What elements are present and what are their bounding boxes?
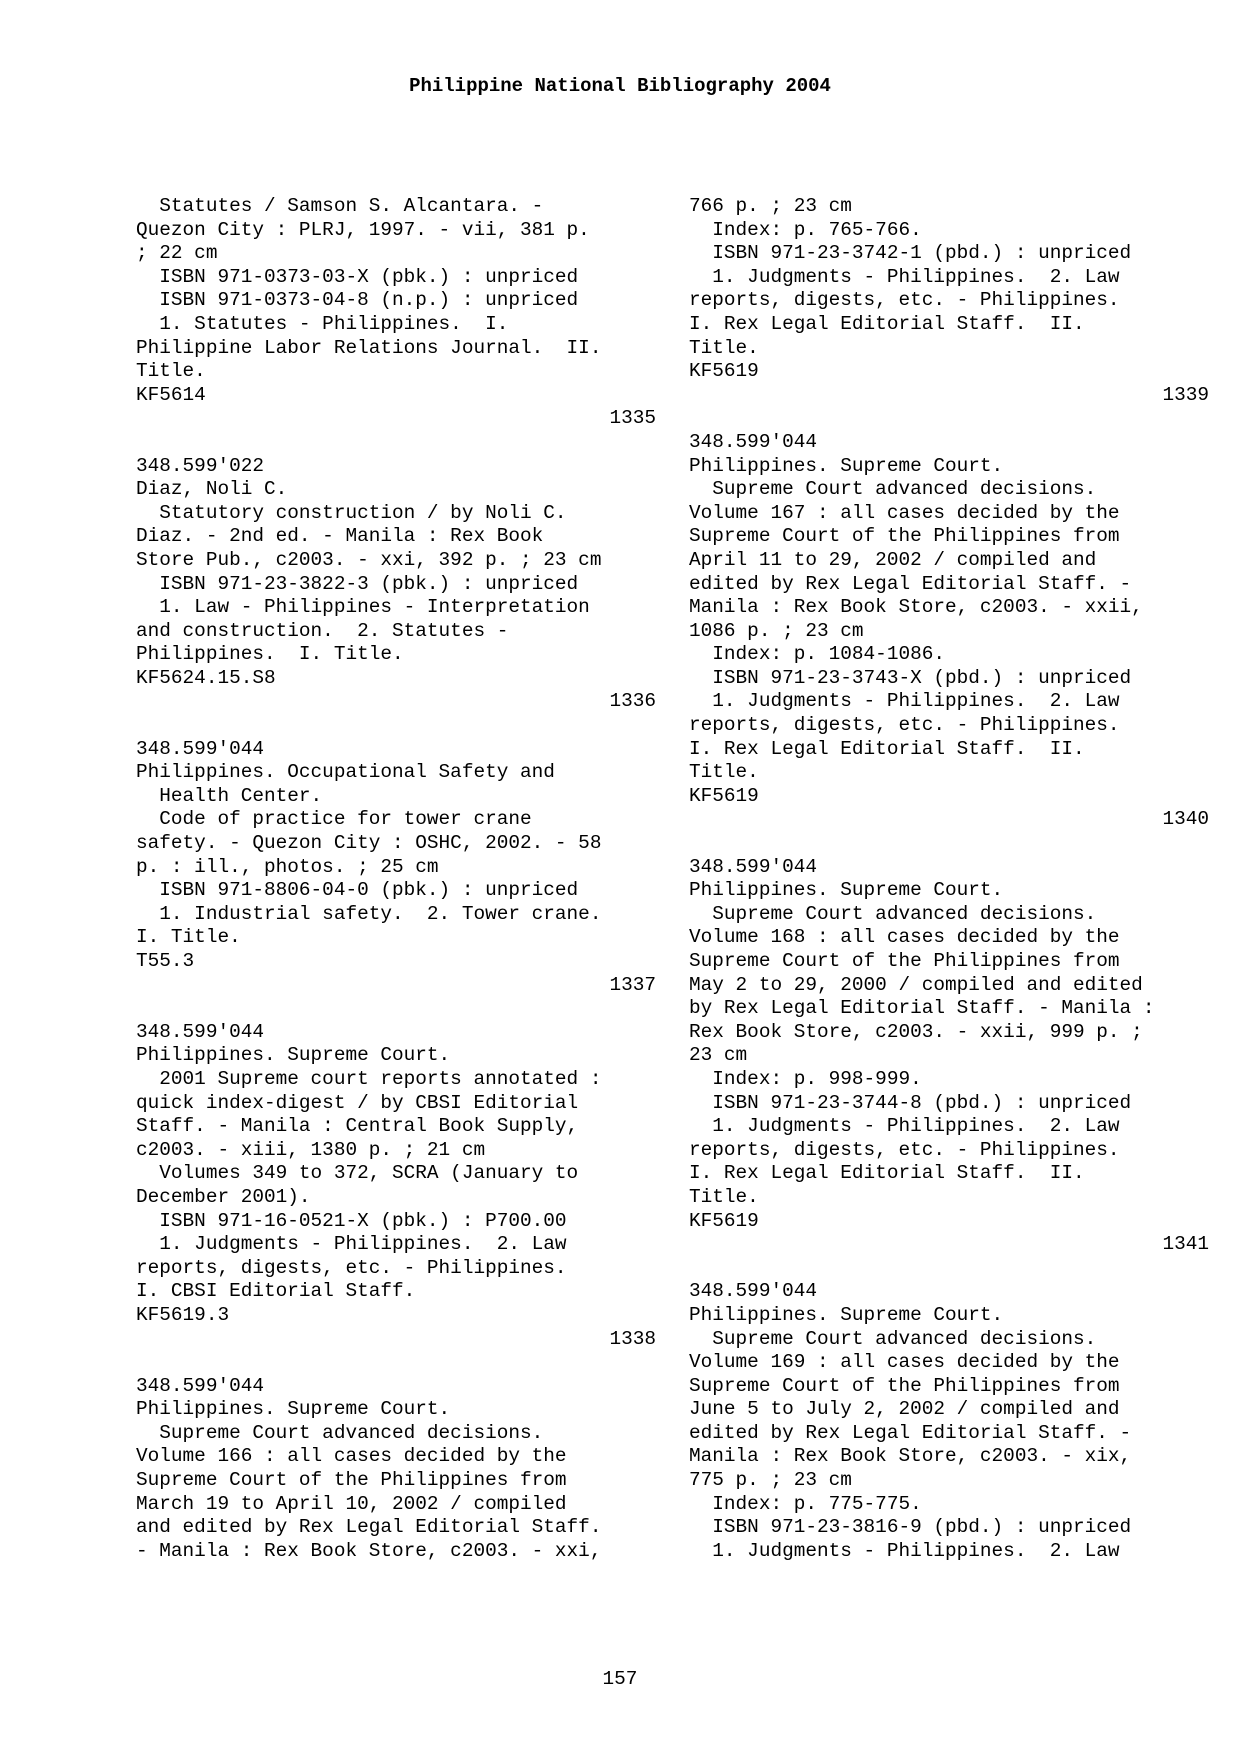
entry-line: Supreme Court of the Philippines from xyxy=(689,525,1120,548)
entry-line: 1. Judgments - Philippines. 2. Law xyxy=(689,265,1120,288)
entry-line: Philippines. Supreme Court. xyxy=(136,1398,451,1421)
blank-line xyxy=(136,997,656,1021)
entry-line: Title. xyxy=(689,336,759,359)
entry-line: Quezon City : PLRJ, 1997. - vii, 381 p. xyxy=(136,218,590,241)
entry-line: Supreme Court of the Philippines from xyxy=(689,1374,1120,1397)
entry-number: 1339 xyxy=(1162,383,1209,406)
entry-line: Volume 167 : all cases decided by the xyxy=(689,501,1120,524)
entry-line: Philippines. Supreme Court. xyxy=(689,879,1004,902)
entry-line: Volume 169 : all cases decided by the xyxy=(689,1351,1120,1374)
entry-line: Statutes / Samson S. Alcantara. - xyxy=(136,195,544,217)
entry-line: 348.599'044 xyxy=(689,430,817,453)
entry-line: Philippines. Occupational Safety and xyxy=(136,761,555,784)
entry-line: KF5614 xyxy=(136,383,206,406)
entry-line: quick index-digest / by CBSI Editorial xyxy=(136,1091,579,1114)
entry-line: p. : ill., photos. ; 25 cm xyxy=(136,855,439,878)
entry-line: 348.599'022 xyxy=(136,454,264,477)
entry-line: 348.599'044 xyxy=(136,737,264,760)
entry-line: ; 22 cm xyxy=(136,242,218,265)
entry-line: I. Rex Legal Editorial Staff. II. xyxy=(689,737,1085,760)
entry-line: Philippines. I. Title. xyxy=(136,643,404,666)
blank-line xyxy=(689,1257,1209,1281)
entry-line: 1. Judgments - Philippines. 2. Law xyxy=(136,1233,567,1256)
entry-line: Title. xyxy=(136,360,206,383)
entry-line: Supreme Court advanced decisions. xyxy=(689,902,1097,925)
entry-line: edited by Rex Legal Editorial Staff. - xyxy=(689,1421,1132,1444)
entry-line: 1086 p. ; 23 cm xyxy=(689,619,864,642)
blank-line xyxy=(136,1351,656,1375)
page-title: Philippine National Bibliography 2004 xyxy=(409,75,831,97)
entry-line: April 11 to 29, 2002 / compiled and xyxy=(689,548,1097,571)
entry-line: Supreme Court of the Philippines from xyxy=(136,1469,567,1492)
entry-line: 23 cm xyxy=(689,1044,748,1067)
entry-line: - Manila : Rex Book Store, c2003. - xxi, xyxy=(136,1539,602,1562)
entry-line: KF5619 xyxy=(689,1209,759,1232)
entry-line: 1. Law - Philippines - Interpretation xyxy=(136,596,590,619)
blank-line xyxy=(689,832,1209,856)
entry-line: Rex Book Store, c2003. - xxii, 999 p. ; xyxy=(689,1020,1143,1043)
entry-number: 1336 xyxy=(609,690,656,713)
entry-line: Volume 166 : all cases decided by the xyxy=(136,1445,567,1468)
entry-line: ISBN 971-23-3816-9 (pbd.) : unpriced xyxy=(689,1516,1132,1539)
entry-line: and construction. 2. Statutes - xyxy=(136,619,509,642)
entry-line: Volumes 349 to 372, SCRA (January to xyxy=(136,1162,579,1185)
entry-line: by Rex Legal Editorial Staff. - Manila : xyxy=(689,997,1155,1020)
entry-line: March 19 to April 10, 2002 / compiled xyxy=(136,1492,567,1515)
entry-line: Manila : Rex Book Store, c2003. - xxii, xyxy=(689,596,1143,619)
entry-line: I. Rex Legal Editorial Staff. II. xyxy=(689,1162,1085,1185)
entry-line: Title. xyxy=(689,1185,759,1208)
entry-line: Volume 168 : all cases decided by the xyxy=(689,926,1120,949)
entry-line: Statutory construction / by Noli C. xyxy=(136,501,567,524)
entry-number: 1340 xyxy=(1162,808,1209,831)
entry-line: KF5619.3 xyxy=(136,1303,230,1326)
entry-line: June 5 to July 2, 2002 / compiled and xyxy=(689,1398,1120,1421)
entry-line: Title. xyxy=(689,761,759,784)
entry-line: December 2001). xyxy=(136,1185,311,1208)
entry-line: reports, digests, etc. - Philippines. xyxy=(689,1138,1120,1161)
entry-line: Health Center. xyxy=(136,784,323,807)
entry-line: ISBN 971-16-0521-X (pbk.) : P700.00 xyxy=(136,1209,567,1232)
blank-line xyxy=(136,714,656,738)
entry-line: ISBN 971-0373-04-8 (n.p.) : unpriced xyxy=(136,289,579,312)
entry-line: Supreme Court advanced decisions. xyxy=(689,1327,1097,1350)
entry-line: edited by Rex Legal Editorial Staff. - xyxy=(689,572,1132,595)
page-number: 157 xyxy=(602,1668,638,1690)
entry-line: 348.599'044 xyxy=(136,1020,264,1043)
entry-line: reports, digests, etc. - Philippines. xyxy=(689,289,1120,312)
entry-line: 348.599'044 xyxy=(136,1374,264,1397)
entry-line: Philippines. Supreme Court. xyxy=(689,1303,1004,1326)
entry-number: 1341 xyxy=(1162,1233,1209,1256)
entry-line: Code of practice for tower crane xyxy=(136,808,532,831)
entry-line: T55.3 xyxy=(136,950,195,972)
bibliography-column-right xyxy=(689,195,1209,1563)
entry-number: 1337 xyxy=(609,973,656,996)
entry-line: ISBN 971-23-3742-1 (pbd.) : unpriced xyxy=(689,242,1132,265)
entry-line: Philippines. Supreme Court. xyxy=(689,454,1004,477)
entry-line: and edited by Rex Legal Editorial Staff. xyxy=(136,1516,602,1539)
entry-line: 348.599'044 xyxy=(689,1280,817,1303)
entry-line: ISBN 971-23-3743-X (pbd.) : unpriced xyxy=(689,666,1132,689)
entry-line: KF5619 xyxy=(689,784,759,807)
entry-line: Index: p. 998-999. xyxy=(689,1067,922,1090)
entry-line: Index: p. 1084-1086. xyxy=(689,643,945,666)
entry-line: I. Rex Legal Editorial Staff. II. xyxy=(689,312,1085,335)
entry-line: Supreme Court advanced decisions. xyxy=(689,478,1097,501)
entry-line: Index: p. 775-775. xyxy=(689,1492,922,1515)
entry-line: Supreme Court of the Philippines from xyxy=(689,950,1120,972)
entry-line: Philippines. Supreme Court. xyxy=(136,1044,451,1067)
entry-line: safety. - Quezon City : OSHC, 2002. - 58 xyxy=(136,832,602,855)
entry-line: 1. Statutes - Philippines. I. xyxy=(136,312,509,335)
blank-line xyxy=(689,407,1209,431)
entry-line: I. Title. xyxy=(136,926,241,949)
entry-number: 1338 xyxy=(609,1327,656,1350)
entry-line: ISBN 971-23-3744-8 (pbd.) : unpriced xyxy=(689,1091,1132,1114)
entry-line: I. CBSI Editorial Staff. xyxy=(136,1280,416,1303)
entry-line: ISBN 971-23-3822-3 (pbk.) : unpriced xyxy=(136,572,579,595)
entry-line: ISBN 971-8806-04-0 (pbk.) : unpriced xyxy=(136,879,579,902)
entry-line: 348.599'044 xyxy=(689,855,817,878)
entry-line: Index: p. 765-766. xyxy=(689,218,922,241)
entry-line: ISBN 971-0373-03-X (pbk.) : unpriced xyxy=(136,265,579,288)
entry-line: Store Pub., c2003. - xxi, 392 p. ; 23 cm xyxy=(136,548,602,571)
blank-line xyxy=(136,431,656,455)
entry-line: 1. Industrial safety. 2. Tower crane. xyxy=(136,902,602,925)
entry-line: 775 p. ; 23 cm xyxy=(689,1469,852,1492)
entry-line: 1. Judgments - Philippines. 2. Law xyxy=(689,690,1120,713)
entry-line: 2001 Supreme court reports annotated : xyxy=(136,1067,602,1090)
entry-line: reports, digests, etc. - Philippines. xyxy=(136,1256,567,1279)
entry-line: Supreme Court advanced decisions. xyxy=(136,1421,544,1444)
entry-line: 766 p. ; 23 cm xyxy=(689,195,852,217)
entry-line: KF5624.15.S8 xyxy=(136,666,276,689)
entry-line: Diaz. - 2nd ed. - Manila : Rex Book xyxy=(136,525,544,548)
entry-line: May 2 to 29, 2000 / compiled and edited xyxy=(689,973,1143,996)
entry-line: KF5619 xyxy=(689,360,759,383)
entry-line: reports, digests, etc. - Philippines. xyxy=(689,714,1120,737)
entry-number: 1335 xyxy=(609,407,656,430)
entry-line: Philippine Labor Relations Journal. II. xyxy=(136,336,602,359)
entry-line: Manila : Rex Book Store, c2003. - xix, xyxy=(689,1445,1132,1468)
entry-line: 1. Judgments - Philippines. 2. Law xyxy=(689,1115,1120,1138)
entry-line: Diaz, Noli C. xyxy=(136,478,288,501)
entry-line: Staff. - Manila : Central Book Supply, xyxy=(136,1115,579,1138)
bibliography-column-left xyxy=(136,195,656,1563)
entry-line: c2003. - xiii, 1380 p. ; 21 cm xyxy=(136,1138,486,1161)
entry-line: 1. Judgments - Philippines. 2. Law xyxy=(689,1539,1120,1562)
